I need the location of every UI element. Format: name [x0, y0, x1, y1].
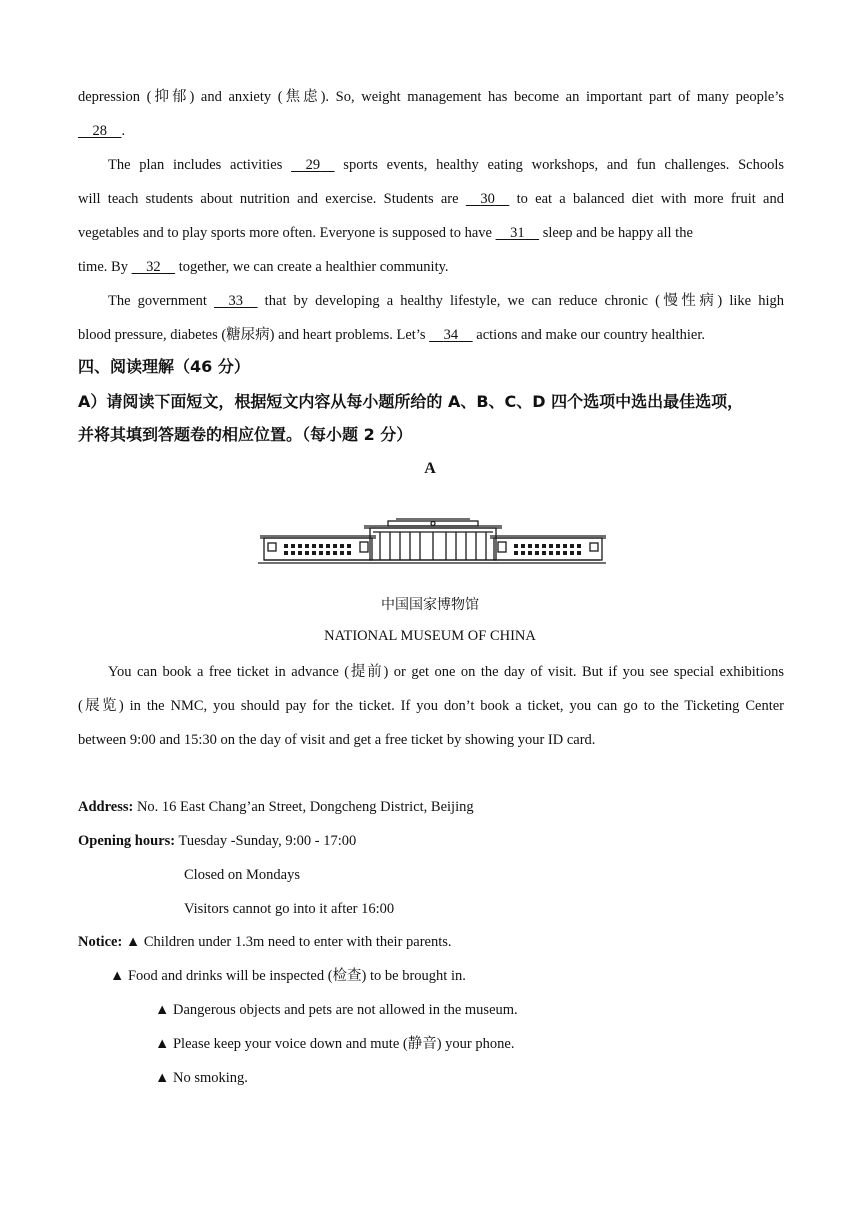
passage-text: vegetables and to play sports more often. Everyone is supposed to have [78, 225, 496, 241]
notice-label: Notice: [78, 934, 123, 950]
notice-item-2: ▲ Food and drinks will be inspected (检查) to be brought in. [110, 968, 466, 984]
intro-line-2: (展览) in the NMC, you should pay for the ticket. If you don’t book a ticket, you can go to the Ticketing Center [78, 698, 784, 714]
passage-text: blood pressure, diabetes (糖尿病) and heart problems. Let’s [78, 327, 430, 343]
passage-text: sports events, healthy eating workshops, and fun challenges. Schools [334, 157, 784, 173]
passage-text: . [121, 123, 126, 139]
blank-30: 30 [480, 191, 495, 207]
passage-text: actions and make our country healthier. [472, 327, 705, 343]
passage-text: together, we can create a healthier community. [175, 259, 449, 275]
passage-line-4 [78, 189, 784, 209]
passage-text: sleep and be happy all the [539, 225, 693, 241]
address-value: No. 16 East Chang’an Street, Dongcheng District, Beijing [133, 799, 474, 815]
museum-name-cn: 中国国家博物馆 [381, 597, 479, 613]
blank-28: 28 [92, 123, 107, 139]
passage-line-3 [108, 155, 784, 175]
passage-line-8 [78, 325, 784, 345]
blank-33: 33 [228, 293, 244, 309]
hours-closed: Closed on Mondays [184, 867, 300, 883]
passage-text: will teach students about nutrition and exercise. Students are [78, 191, 466, 207]
section-instruction: A）请阅读下面短文，根据短文内容从每小题所给的 A、B、C、D 四个选项中选出最佳选项， [78, 392, 744, 411]
hours-value: Tuesday -Sunday, 9:00 - 17:00 [175, 833, 357, 849]
section-heading: 四、阅读理解（46 分） [78, 357, 250, 376]
passage-line-6 [78, 257, 784, 277]
notice-row [78, 932, 784, 952]
address-row [78, 797, 784, 817]
hours-label: Opening hours: [78, 833, 176, 849]
part-label: A [424, 460, 436, 477]
blank-29: 29 [305, 157, 321, 173]
passage-text: depression (抑郁) and anxiety (焦虑). So, weight management has become an important part of many people’s [78, 89, 784, 105]
address-label: Address: [78, 799, 134, 815]
passage-text: to eat a balanced diet with more fruit and [509, 191, 784, 207]
blank-32: 32 [146, 259, 161, 275]
passage-text: The government [108, 293, 215, 309]
museum-name-en: NATIONAL MUSEUM OF CHINA [324, 628, 536, 644]
blank-31: 31 [510, 225, 525, 241]
museum-building-icon [258, 518, 608, 566]
hours-row [78, 831, 784, 851]
passage-line-2 [78, 121, 784, 141]
notice-item-5: ▲ No smoking. [155, 1070, 248, 1086]
blank-34: 34 [443, 327, 459, 343]
notice-item-4: ▲ Please keep your voice down and mute (静音) your phone. [155, 1036, 515, 1052]
hours-entry: Visitors cannot go into it after 16:00 [184, 901, 395, 917]
passage-text: The plan includes activities [108, 157, 292, 173]
passage-line-5 [78, 223, 748, 243]
notice-item-1: ▲ Children under 1.3m need to enter with their parents. [122, 934, 452, 950]
passage-line-1 [78, 87, 784, 107]
section-instruction-cont: 并将其填到答题卷的相应位置。（每小题 2 分） [78, 425, 413, 444]
passage-text: time. By [78, 259, 132, 275]
passage-text: that by developing a healthy lifestyle, we can reduce chronic (慢性病) like high [257, 293, 784, 309]
intro-line-1: You can book a free ticket in advance (提前) or get one on the day of visit. But if you see special exhibitions [108, 664, 784, 680]
notice-item-3: ▲ Dangerous objects and pets are not allowed in the museum. [155, 1002, 518, 1018]
passage-line-7 [108, 291, 784, 311]
intro-line-3: between 9:00 and 15:30 on the day of visit and get a free ticket by showing your ID card. [78, 732, 596, 748]
